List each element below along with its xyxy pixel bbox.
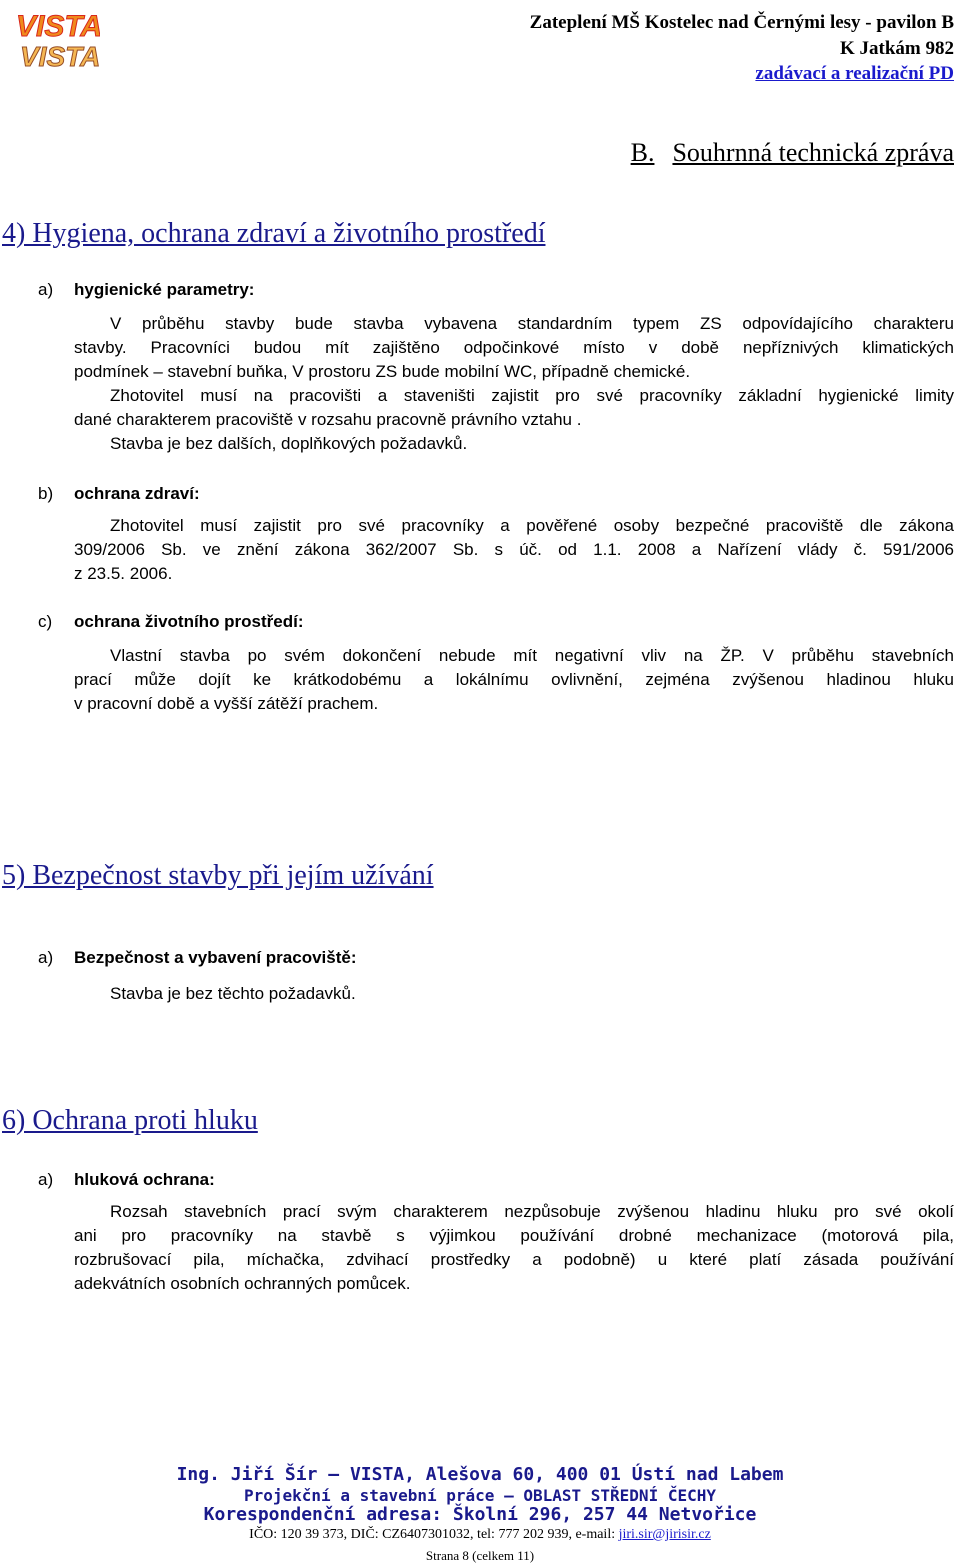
vista-logo <box>14 6 100 72</box>
section-4c-line2: prací může dojít ke krátkodobému a lokálnímu ovlivnění, zejména zvýšenou hladinou hluku <box>74 670 954 689</box>
section-4-heading: 4) Hygiena, ochrana zdraví a životního prostředí <box>2 218 546 249</box>
svg-text:VISTA: VISTA <box>16 10 100 43</box>
section-4a-p1-line3: podmínek – stavební buňka, V prostoru ZS bude mobilní WC, případně chemické. <box>74 362 691 381</box>
section-5a-title: a) Bezpečnost a vybavení pracoviště: <box>38 948 357 967</box>
svg-text:VISTA: VISTA <box>20 41 100 72</box>
section-6a-line4: adekvátních osobních ochranných pomůcek. <box>74 1274 411 1293</box>
footer-correspondence: Korespondenční adresa: Školní 296, 257 44 Netvořice <box>203 1504 757 1525</box>
section-4a-p1-line2: stavby. Pracovníci budou mít zajištěno odpočinkové místo v době nepříznivých klimatických <box>74 338 954 357</box>
section-4b-title: b) ochrana zdraví: <box>38 484 200 503</box>
footer-contacts: IČO: 120 39 373, DIČ: CZ6407301032, tel: 777 202 939, e-mail: jiri.sir@jirisir.cz <box>249 1527 711 1542</box>
section-4c-line3: v pracovní době a vyšší zátěží prachem. <box>74 694 379 713</box>
vista-logo-graphic <box>14 6 100 72</box>
header-address: K Jatkám 982 <box>840 38 954 59</box>
section-5-heading: 5) Bezpečnost stavby při jejím užívání <box>2 860 434 891</box>
header-doc-phase[interactable]: zadávací a realizační PD <box>755 63 954 84</box>
doc-title-text: Souhrnná technická zpráva <box>672 138 954 167</box>
section-6a-line3: rozbrušovací pila, míchačka, zdvihací prostředky a podobně) u které platí zásada používání <box>74 1250 954 1269</box>
section-6a-title: a) hluková ochrana: <box>38 1170 215 1189</box>
section-6a-line1: Rozsah stavebních prací svým charakterem nezpůsobuje zvýšenou hladinu hluku pro své okolí <box>110 1202 954 1221</box>
section-4a-p3: Stavba je bez dalších, doplňkových požadavků. <box>110 434 468 453</box>
doc-title <box>631 138 954 168</box>
section-4b-line1: Zhotovitel musí zajistit pro své pracovníky a pověřené osoby bezpečné pracoviště dle zákona <box>110 516 954 535</box>
header-project-name: Zateplení MŠ Kostelec nad Černými lesy - pavilon B <box>529 12 954 33</box>
section-4c-line1: Vlastní stavba po svém dokončení nebude mít negativní vliv na ŽP. V průběhu stavebních <box>110 646 954 665</box>
section-6-heading: 6) Ochrana proti hluku <box>2 1105 258 1136</box>
section-4a-p1-line1: V průběhu stavby bude stavba vybavena standardním typem ZS odpovídajícího charakteru <box>110 314 954 333</box>
footer-email-link[interactable]: jiri.sir@jirisir.cz <box>618 1527 711 1542</box>
section-4a-p2-line2: dané charakterem pracoviště v rozsahu pracovně právního vztahu . <box>74 410 582 429</box>
footer-company-address: Ing. Jiří Šír – VISTA, Alešova 60, 400 01 Ústí nad Labem <box>176 1464 784 1485</box>
doc-title-number: B. <box>630 138 655 167</box>
section-4a-title: a) hygienické parametry: <box>38 280 255 299</box>
section-4c-title: c) ochrana životního prostředí: <box>38 612 304 631</box>
footer-services: Projekční a stavební práce – OBLAST STŘEDNÍ ČECHY <box>243 1486 716 1505</box>
section-4b-line2: 309/2006 Sb. ve znění zákona 362/2007 Sb. s úč. od 1.1. 2008 a Nařízení vlády č. 591/2006 <box>74 540 954 559</box>
section-4a-p2-line1: Zhotovitel musí na pracovišti a staveništi zajistit pro své pracovníky základní hygienické limity <box>110 386 954 405</box>
section-4b-line3: z 23.5. 2006. <box>74 564 173 583</box>
section-6a-line2: ani pro pracovníky na stavbě s výjimkou používání drobné mechanizace (motorová pila, <box>74 1226 954 1245</box>
section-5a-text: Stavba je bez těchto požadavků. <box>110 984 356 1003</box>
page-number: Strana 8 (celkem 11) <box>425 1548 535 1563</box>
